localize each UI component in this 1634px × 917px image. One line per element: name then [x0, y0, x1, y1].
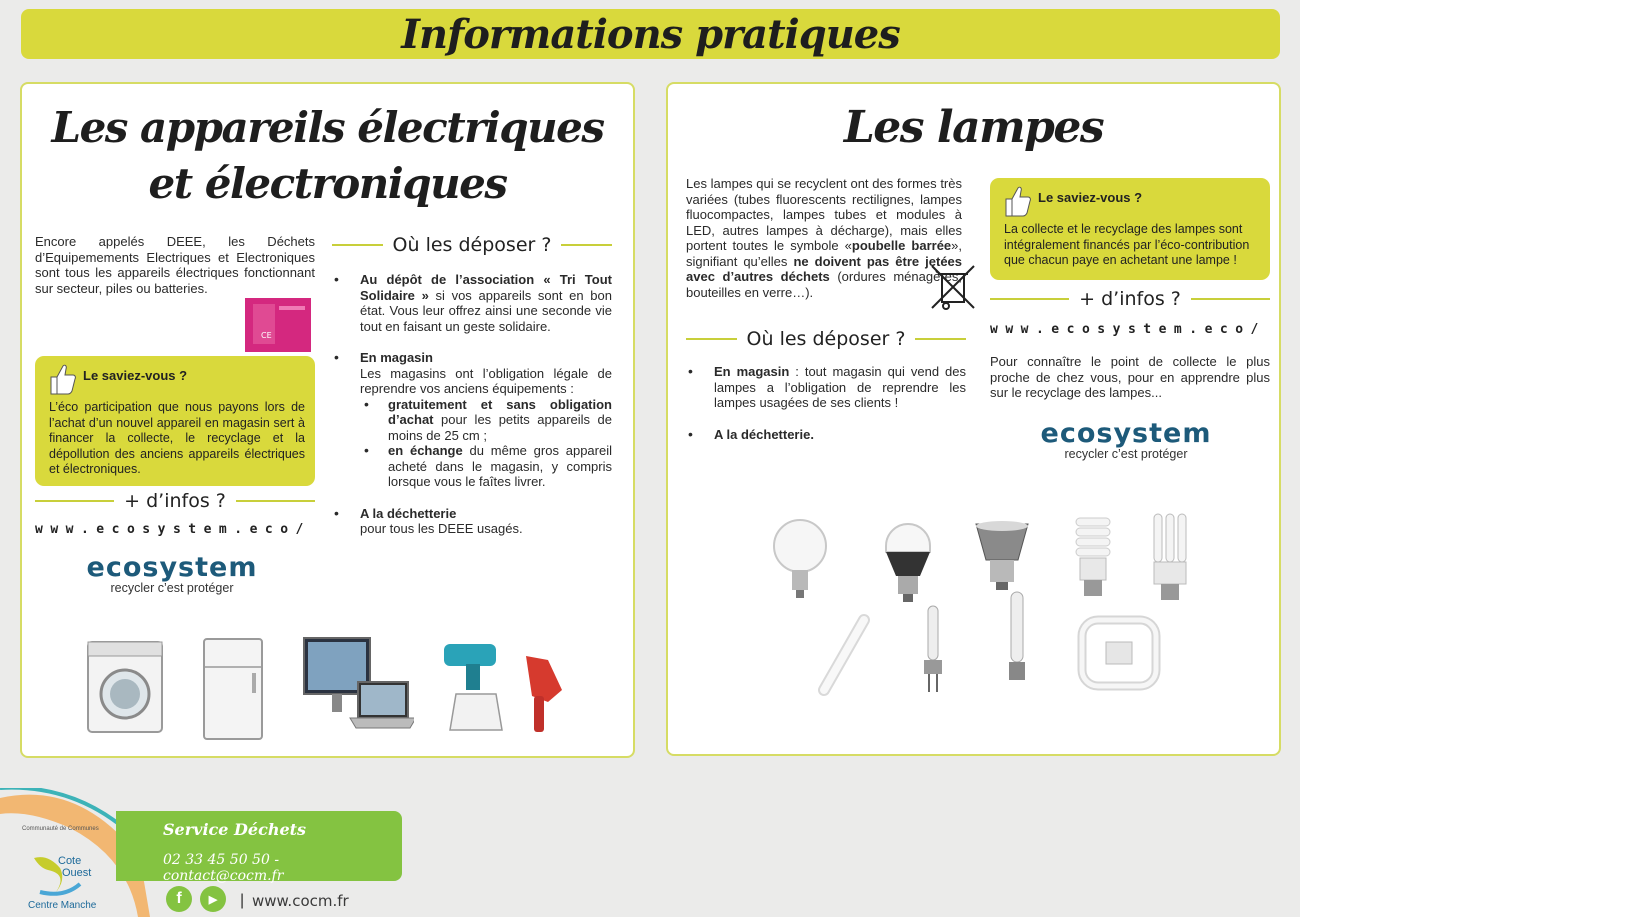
service-phone-email[interactable]: 02 33 45 50 50 - contact@cocm.fr [163, 852, 284, 884]
crossed-bin-icon [928, 262, 978, 312]
lampes-deposit-label: Où les déposer ? [746, 328, 906, 350]
website-link[interactable]: www.cocm.fr [252, 892, 349, 910]
service-contact-box [116, 811, 402, 884]
ecosystem-logo-name: ecosystem [1040, 418, 1212, 449]
list-item: • En magasin Les magasins ont l’obligation légale de reprendre vos anciens équipements : • gratuitement et sans obligation d’achat pour les petits appareils de moins de 25 cm ; • en échange du même gros appareil acheté dans le magasin, y compris lorsque vous le faîtes livrer. [332, 350, 612, 490]
deee-intro: Encore appelés DEEE, les Déchets d’Equipemements Electriques et Electroniques sont tous les appareils électriques fonctionnant sur secteur, piles ou batteries. [35, 234, 315, 296]
ecosystem-logo-name: ecosystem [86, 552, 258, 583]
globe-bulb-image [770, 516, 830, 606]
footer-links [160, 886, 410, 917]
thumbs-up-icon [47, 362, 77, 396]
ecosystem-logo-right [1036, 418, 1216, 461]
footer-separator: | [240, 892, 245, 909]
deee-url-link[interactable]: www.ecosystem.eco/ [35, 522, 311, 537]
fluorescent-tube-image [812, 612, 876, 698]
spiral-cfl-bulb-image [1068, 512, 1118, 604]
discharge-lamp-small-image [918, 602, 948, 698]
lampes-title: Les lampes [843, 102, 1104, 153]
svg-text:CE: CE [261, 331, 272, 340]
ecosystem-logo-tagline: recycler c’est protéger [1064, 447, 1188, 461]
led-bulb-image [880, 520, 936, 606]
appliance-label-photo [245, 298, 311, 352]
lampes-infos-heading [990, 288, 1270, 310]
deee-title [22, 100, 633, 212]
deee-deposit-heading [332, 234, 612, 256]
list-item: • Au dépôt de l’association « Tri Tout Solidaire » si vos appareils sont en bon état. Vous leur offrez ainsi une seconde vie tout en faisant un geste solidaire. [332, 272, 612, 334]
youtube-icon[interactable]: ▶ [200, 886, 226, 912]
deee-tip-box [35, 356, 315, 486]
service-name: Service Déchets [163, 820, 307, 839]
list-item: • en échange du même gros appareil acheté dans le magasin, y compris lorsque vous le faîtes livrer. [360, 443, 612, 490]
deee-tip-title: Le saviez-vous ? [83, 368, 188, 383]
lampes-url-link[interactable]: www.ecosystem.eco/ [990, 322, 1266, 337]
discharge-lamp-tall-image [1002, 588, 1032, 688]
header-banner [21, 9, 1280, 59]
deee-infos-heading [35, 490, 315, 512]
small-appliances-image [436, 638, 568, 742]
square-2d-lamp-image [1076, 614, 1162, 692]
list-item: • gratuitement et sans obligation d’achat pour les petits appareils de moins de 25 cm ; [360, 397, 612, 444]
lampes-tip-box [990, 178, 1270, 280]
deee-title-line1: Les appareils électriques [51, 103, 604, 152]
deee-infos-label: + d’infos ? [124, 490, 226, 512]
tube-cfl-bulb-image [1148, 510, 1192, 606]
cocm-logo-small-text: Communauté de Communes [22, 826, 99, 832]
list-item: • A la déchetterie. [686, 427, 966, 443]
lampes-tip-title: Le saviez-vous ? [1038, 190, 1143, 205]
deee-deposit-list [332, 272, 612, 553]
lampes-intro: Les lampes qui se recyclent ont des formes très variées (tubes fluorescents rectilignes, lampes fluocompactes, lampes tubes et modules à LED, autres lampes à décharge), mais elles portent toutes le symbole «poubelle barrée», signifiant qu’elles ne doivent pas être jetées avec d’autres déchets (ordures ménagères, bouteilles en verre…). [686, 176, 963, 300]
panel-lampes [666, 82, 1281, 756]
ecosystem-logo-tagline: recycler c’est protéger [110, 581, 234, 595]
ecosystem-logo-left [82, 552, 262, 595]
cocm-logo-line2: Ouest [62, 867, 92, 879]
lampes-tip-body: La collecte et le recyclage des lampes sont intégralement financés par l’éco-contribution que chacun paye en achetant une lampe ! [1004, 222, 1250, 267]
thumbs-up-icon [1002, 184, 1032, 218]
list-item: • En magasin : tout magasin qui vend des lampes a l’obligation de reprendre les lampes usagées de ses clients ! [686, 364, 966, 411]
list-item: • A la déchetterie pour tous les DEEE usagés. [332, 506, 612, 537]
computer-laptop-image [302, 636, 414, 738]
deee-store-sublist [360, 397, 612, 490]
washing-machine-image [86, 640, 166, 736]
lampes-deposit-list [686, 364, 966, 458]
deee-tip-body: L’éco participation que nous payons lors de l’achat d’un nouvel appareil en magasin sert à financer la collecte, le recyclage et la dépollution des anciens appareils électriques et électroniques. [49, 400, 305, 476]
lampes-infos-text: Pour connaître le point de collecte le plus proche de chez vous, pour en apprendre plus sur le recyclage des lampes... [990, 354, 1270, 400]
panel-deee [20, 82, 635, 758]
cocm-logo-line3: Centre Manche [28, 900, 97, 911]
facebook-icon[interactable]: f [166, 886, 192, 912]
page-title: Informations pratiques [401, 10, 900, 58]
lampes-infos-label: + d’infos ? [1079, 288, 1181, 310]
cocm-logo-line1: Cote [58, 855, 82, 867]
deee-deposit-label: Où les déposer ? [392, 234, 552, 256]
lampes-deposit-heading [686, 328, 966, 350]
deee-title-line2: et électroniques [148, 159, 507, 208]
refrigerator-image [202, 637, 266, 743]
